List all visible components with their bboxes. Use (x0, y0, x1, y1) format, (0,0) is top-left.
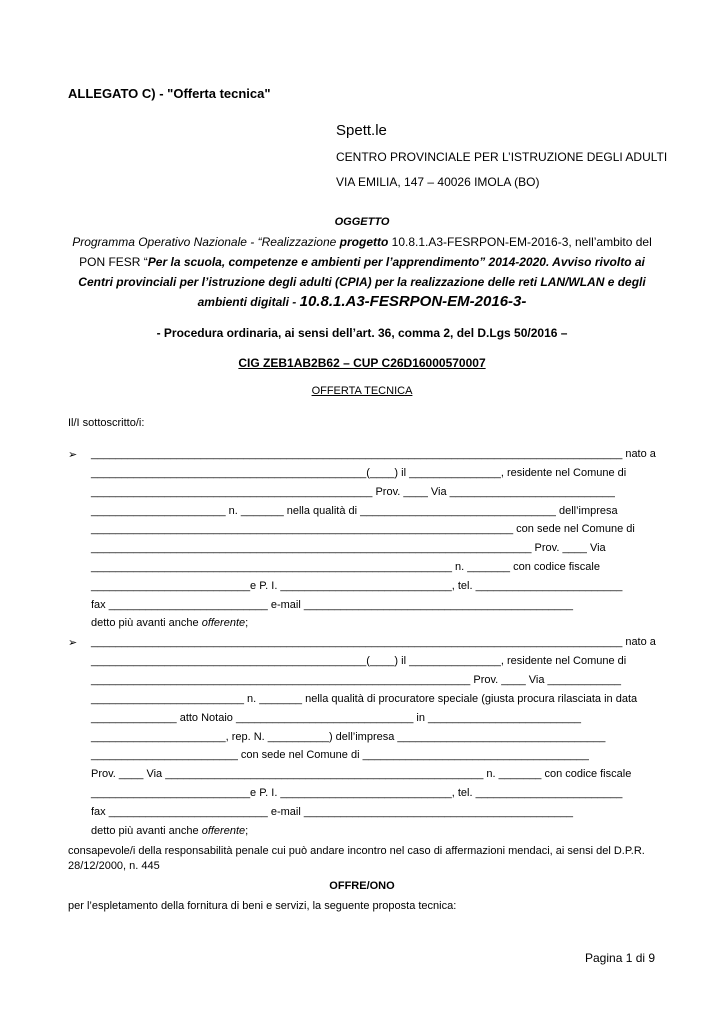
recipient-address: VIA EMILIA, 147 – 40026 IMOLA (BO) (336, 175, 540, 189)
bullet-arrow-icon: ➢ (68, 637, 78, 649)
page-number: Pagina 1 di 9 (585, 951, 656, 965)
form-line: ______________ atto Notaio _____________________________ in _________________________ (91, 712, 581, 724)
oggetto-part-2: progetto (339, 235, 389, 249)
recipient-salutation: Spett.le (336, 122, 387, 139)
oggetto-label: OGGETTO (334, 216, 390, 228)
form-line: _____________________________________________(____) il _______________, residente nel Comune di (91, 467, 627, 479)
form-line: Prov. ____ Via ____________________________________________________ n. _______ con codice fiscale (91, 768, 632, 780)
procedura-line: - Procedura ordinaria, ai sensi dell’art. 36, comma 2, del D.Lgs 50/2016 – (156, 326, 568, 340)
form-line: __________________________e P. I. ____________________________, tel. ________________________ (91, 787, 623, 799)
oggetto-part-3: 10.8.1.A3-FESRPON-EM-2016-3 (388, 235, 569, 249)
recipient-name: CENTRO PROVINCIALE PER L’ISTRUZIONE DEGLI ADULTI (336, 150, 668, 164)
form-line: ______________________, rep. N. __________) dell’impresa __________________________________ (91, 731, 606, 743)
sottoscritto-label: Il/I sottoscritto/i: (68, 417, 145, 429)
form-line: ________________________________________________________________________ Prov. ____ Via (91, 542, 606, 554)
oggetto-part-1: Programma Operativo Nazionale - “Realizzazione (72, 235, 340, 249)
form-line: ___________________________________________________________ n. _______ con codice fiscale (91, 561, 600, 573)
offerente-line: detto più avanti anche offerente; (91, 617, 249, 629)
offre-heading: OFFRE/ONO (329, 880, 395, 892)
form-line: fax __________________________ e-mail ____________________________________________ (91, 806, 574, 818)
form-line: _______________________________________________________________________________________ nato a (91, 636, 656, 648)
form-line: fax __________________________ e-mail ____________________________________________ (91, 599, 574, 611)
form-line: _____________________________________________(____) il _______________, residente nel Comune di (91, 655, 627, 667)
form-line: _____________________________________________________________________ con sede nel Comune di (91, 523, 635, 535)
offerente-word: offerente (201, 825, 246, 837)
oggetto-part-4: , nell’ambito del PON FESR “ (79, 235, 652, 269)
form-line: __________________________e P. I. ____________________________, tel. ________________________ (91, 580, 623, 592)
form-line: _________________________ n. _______ nella qualità di procuratore speciale (giusta procura rilasciata in data (91, 693, 638, 705)
consapevole-paragraph: consapevole/i della responsabilità penale cui può andare incontro nel caso di affermazioni mendaci, ai sensi del D.P.R. 28/12/2000, n. 445 (68, 845, 645, 872)
oggetto-description (62, 232, 662, 312)
form-line: ______________________ n. _______ nella qualità di ________________________________ dell’impresa (91, 505, 618, 517)
espletamento-line: per l’espletamento della fornitura di beni e servizi, la seguente proposta tecnica: (68, 900, 457, 912)
form-line: ________________________ con sede nel Comune di _____________________________________ (91, 749, 589, 761)
allegato-heading: ALLEGATO C) - "Offerta tecnica" (68, 86, 271, 101)
offerta-tecnica-title: OFFERTA TECNICA (311, 385, 413, 397)
form-line: ______________________________________________ Prov. ____ Via ___________________________ (91, 486, 615, 498)
form-line: _______________________________________________________________________________________ nato a (91, 448, 656, 460)
bullet-arrow-icon: ➢ (68, 449, 78, 461)
form-line: ______________________________________________________________ Prov. ____ Via ____________ (91, 674, 621, 686)
offerente-word: offerente (201, 617, 246, 629)
oggetto-part-6: 10.8.1.A3-FESRPON-EM-2016-3- (299, 293, 527, 310)
cig-cup-line: CIG ZEB1AB2B62 – CUP C26D16000570007 (238, 356, 486, 370)
oggetto-part-5: Per la scuola, competenze e ambienti per l’apprendimento” 2014-2020. Avviso rivolto ai Centri provinciali per l’istruzione degli adulti (CPIA) per la realizzazione delle reti LAN/WLAN e degli ambienti digitali - (78, 255, 646, 309)
offerente-line: detto più avanti anche offerente; (91, 825, 249, 837)
